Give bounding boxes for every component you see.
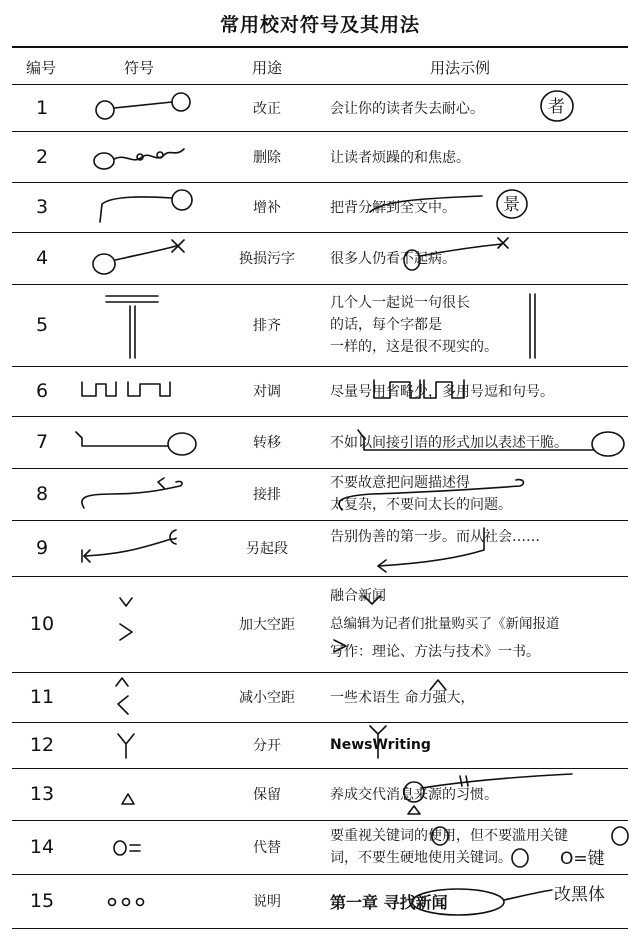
table-row [12,232,628,285]
note-text: O=键 [560,849,605,869]
transpose-annotation [12,366,640,416]
explanation-annotation [12,874,640,928]
example-line: 尽量号用省略少，多用号逗和句号。 [330,384,554,400]
decrease-space-annotation [12,672,640,722]
row-number: 7 [35,431,49,453]
move-annotation [12,416,640,468]
row-use: 代替 [253,840,281,856]
example-line: 养成交代消息来源的习惯。 [330,787,498,803]
row-number: 14 [29,836,55,858]
example-line: 让读者烦躁的和焦虑。 [330,149,470,166]
header-use: 用途 [252,59,283,77]
substitute-annotation [12,820,640,874]
example-line: 几个人一起说一句很长 [330,295,470,311]
row-use: 改正 [253,100,281,117]
example-line: 不如以间接引语的形式加以表述干脆。 [330,435,568,451]
table-row [12,366,628,417]
table-row [12,284,628,367]
new-paragraph-annotation [12,520,640,576]
row-number: 5 [35,314,49,336]
row-use: 加大空距 [239,617,295,633]
example-line: 总编辑为记者们批量购买了《新闻报道 [330,616,560,632]
row-use: 减小空距 [239,690,295,706]
row-use: 删除 [253,149,281,166]
row-use: 换损污字 [239,251,295,267]
row-example [330,131,626,182]
run-on-annotation [12,468,640,520]
row-number: 13 [29,783,55,805]
row-number: 8 [35,483,49,505]
note-text: 改黑体 [554,885,605,905]
replace-annotation [12,232,640,284]
align-annotation [12,284,640,366]
separate-annotation [12,722,640,768]
page-title: 常用校对符号及其用法 [219,14,420,36]
table-row [12,520,628,577]
row-use: 另起段 [246,541,288,557]
row-use: 增补 [253,200,281,216]
row-number: 12 [29,734,55,756]
example-line: 词，不要生硬地使用关键词。 [330,850,512,866]
table-row [12,672,628,723]
note-text: 者 [548,97,565,117]
row-use: 接排 [253,487,281,503]
note-circle [12,182,640,232]
table-row [12,820,628,875]
increase-space-annotation [12,576,640,672]
example-line: 不要故意把问题描述得 [330,475,470,491]
note-circle [12,84,640,131]
row-number: 2 [35,145,49,168]
row-use: 对调 [253,384,281,400]
example-line: 一些术语生 命力强大， [330,690,475,706]
example-line: 太复杂，不要问太长的问题。 [330,497,512,513]
row-number: 6 [35,380,49,402]
row-number: 9 [35,537,49,559]
example-line: 很多人仍看不起病。 [330,251,456,267]
row-number: 3 [35,196,49,218]
example-line: 会让你的读者失去耐心。 [330,100,484,117]
example-line: 写作：理论、方法与技术》一书。 [330,644,540,660]
table-row [12,84,628,132]
example-line: 要重视关键词的使用，但不要滥用关键 [330,828,568,844]
row-use: 说明 [253,894,281,910]
header-example: 用法示例 [430,59,491,77]
row-number: 10 [29,613,55,635]
row-use: 排齐 [253,318,281,334]
table-row [12,576,628,673]
table-row [12,768,628,821]
row-number: 4 [35,247,49,269]
example-line: 把背分解到全文中。 [330,200,456,216]
table-row [12,182,628,233]
example-line: 一样的，这是很不现实的。 [330,339,498,355]
example-line: 第一章 寻找新闻 [330,892,448,912]
table-row [12,874,628,929]
delete-mark-icon [72,131,212,182]
row-number: 15 [29,890,55,912]
table-header [12,48,628,85]
row-number: 1 [35,96,49,119]
table-row [12,416,628,469]
header-num: 编号 [26,59,57,77]
row-use: 分开 [253,738,281,754]
header-symbol: 符号 [124,59,155,77]
example-line: 的话，每个字都是 [330,317,442,333]
proofreading-table [12,46,628,912]
table-row [12,468,628,521]
row-use: 保留 [253,787,281,803]
example-line: 融合新闻 [330,588,386,604]
example-line: 告别伪善的第一步。而从社会…… [330,529,540,545]
table-row [12,722,628,769]
row-number: 11 [29,686,55,708]
table-row [12,131,628,183]
example-line: NewsWriting [330,737,431,753]
keep-annotation [12,768,640,820]
row-use: 转移 [253,435,281,451]
note-text: 景 [503,195,520,215]
